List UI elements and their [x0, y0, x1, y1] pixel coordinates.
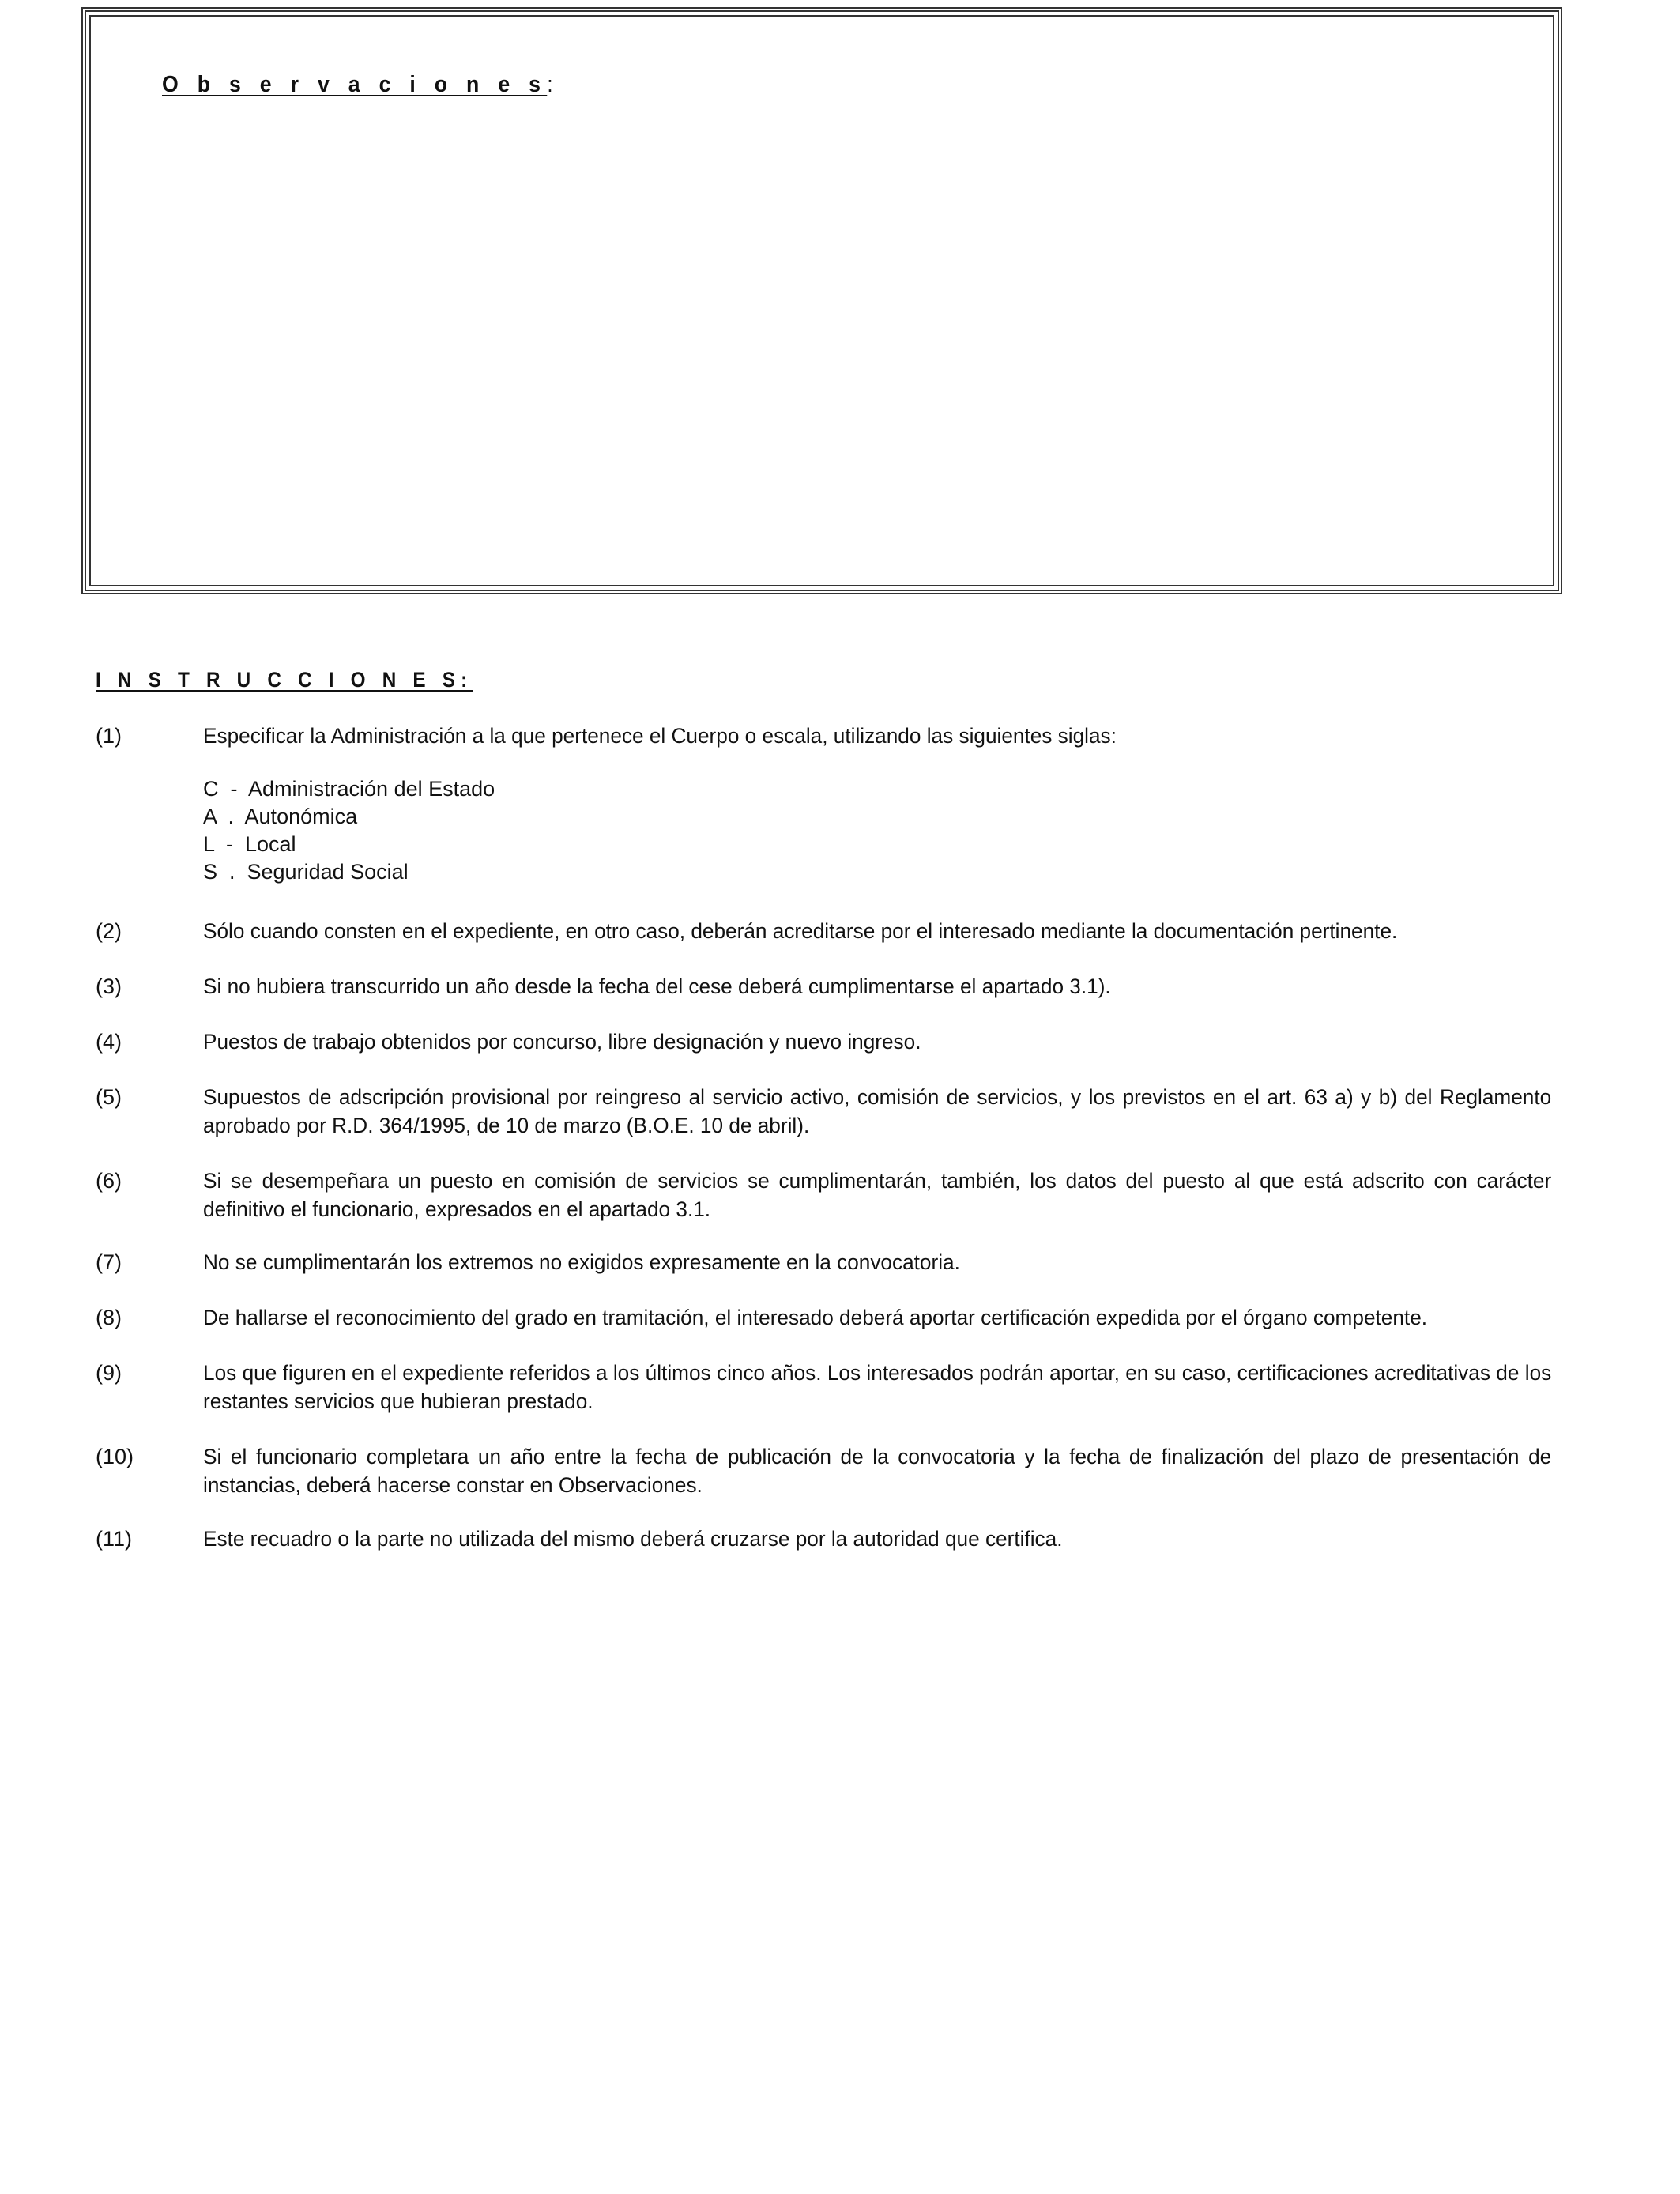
- observaciones-box: [81, 7, 1562, 594]
- instruction-text: Este recuadro o la parte no utilizada del mismo deberá cruzarse por la autoridad que certifica.: [203, 1527, 1063, 1551]
- sigla-item: S . Seguridad Social: [203, 860, 409, 884]
- instruction-text: Puestos de trabajo obtenidos por concurso, libre designación y nuevo ingreso.: [203, 1030, 921, 1054]
- observaciones-label-text: O b s e r v a c i o n e s: [162, 72, 548, 97]
- instruction-number: (1): [96, 724, 122, 748]
- instruction-text: Si se desempeñara un puesto en comisión de servicios se cumplimentarán, también, los datos del puesto al que está adscrito con carácter definitivo el funcionario, expresados en el apartado 3.1.: [203, 1169, 1552, 1221]
- instruction-text: No se cumplimentarán los extremos no exigidos expresamente en la convocatoria.: [203, 1250, 960, 1274]
- observaciones-label: [162, 72, 553, 98]
- instruction-number: (6): [96, 1169, 122, 1193]
- instruction-number: (8): [96, 1306, 122, 1329]
- siglas-list: [203, 775, 495, 886]
- instruction-number: (7): [96, 1250, 122, 1274]
- sigla-item: L - Local: [203, 832, 296, 856]
- sigla-item: C - Administración del Estado: [203, 777, 495, 801]
- instruction-text: Si el funcionario completara un año entre la fecha de publicación de la convocatoria y la fecha de finalización del plazo de presentación de instancias, deberá hacerse constar en Observaciones.: [203, 1445, 1552, 1497]
- instruction-text: Supuestos de adscripción provisional por reingreso al servicio activo, comisión de servicios, y los previstos en el art. 63 a) y b) del Reglamento aprobado por R.D. 364/1995, de 10 de marzo (B.O.E. 10 de abril).: [203, 1085, 1552, 1137]
- instruction-number: (2): [96, 919, 122, 943]
- sigla-item: A . Autonómica: [203, 805, 358, 828]
- instruction-number: (11): [96, 1527, 133, 1551]
- instruction-number: (5): [96, 1085, 122, 1109]
- instruction-number: (9): [96, 1361, 122, 1385]
- instruction-number: (3): [96, 974, 122, 998]
- instruction-text: De hallarse el reconocimiento del grado en tramitación, el interesado deberá aportar certificación expedida por el órgano competente.: [203, 1306, 1428, 1329]
- instruction-text: Si no hubiera transcurrido un año desde la fecha del cese deberá cumplimentarse el apartado 3.1).: [203, 974, 1111, 998]
- instruction-number: (10): [96, 1445, 134, 1468]
- instruction-text: Sólo cuando consten en el expediente, en otro caso, deberán acreditarse por el interesado mediante la documentación pertinente.: [203, 919, 1398, 943]
- observaciones-colon: :: [547, 72, 553, 97]
- instruction-text: Los que figuren en el expediente referidos a los últimos cinco años. Los interesados podrán aportar, en su caso, certificaciones acreditativas de los restantes servicios que hubieran prestado.: [203, 1361, 1552, 1413]
- instrucciones-heading: I N S T R U C C I O N E S:: [96, 668, 473, 692]
- instruction-number: (4): [96, 1030, 122, 1054]
- instruction-text: Especificar la Administración a la que pertenece el Cuerpo o escala, utilizando las siguientes siglas:: [203, 724, 1117, 748]
